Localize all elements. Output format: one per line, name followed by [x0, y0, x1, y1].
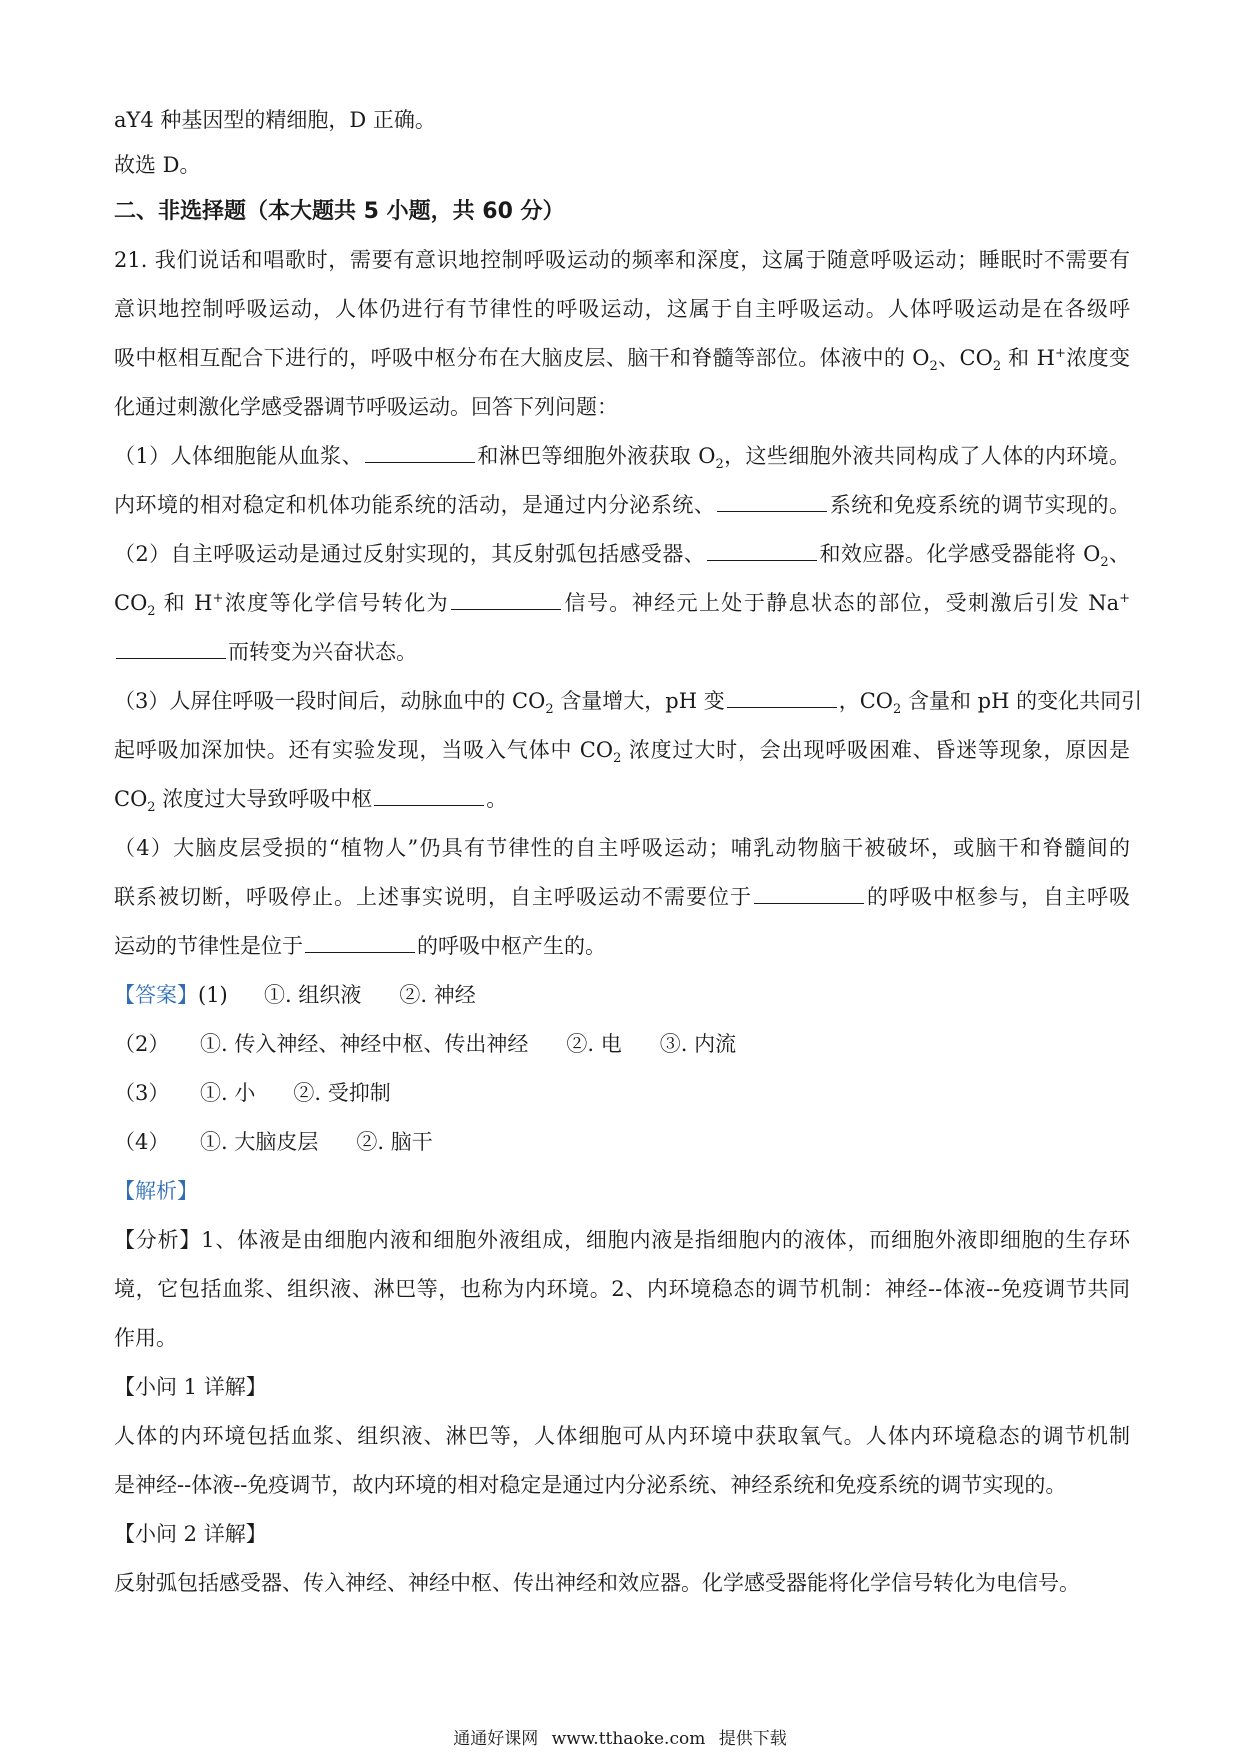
analysis-line: 是神经--体液--免疫调节，故内环境的相对稳定是通过内分泌系统、神经系统和免疫系统的调节实现的。: [114, 1473, 1067, 1497]
subquestion-4-cont: 运动的节律性是位于 的呼吸中枢产生的。: [114, 934, 606, 958]
footer-url[interactable]: www.tthaoke.com: [551, 1729, 706, 1749]
answer-row: [114, 1020, 1130, 1069]
answer-row: [114, 1069, 1130, 1118]
analysis-tag: 【解析】: [114, 1179, 198, 1203]
section-heading: 二、非选择题（本大题共 5 小题，共 60 分）: [114, 199, 565, 224]
page-footer: [0, 1728, 1240, 1750]
answer-blank: [717, 492, 827, 512]
answer-option: ②. 脑干: [356, 1130, 433, 1154]
answer-row: [114, 1118, 1130, 1167]
answer-blank: [727, 688, 837, 708]
footer-note: 提供下载: [718, 1729, 787, 1749]
footer-site-name: 通通好课网: [453, 1729, 539, 1749]
analysis-line: 作用。: [114, 1326, 177, 1350]
subquestion-1-cont: 内环境的相对稳定和机体功能系统的活动，是通过内分泌系统、 系统和免疫系统的调节实现的。: [114, 493, 1131, 517]
subquestion-2-cont: 而转变为兴奋状态。: [114, 628, 1130, 677]
subquestion-2-cont: $CO_2$ 和 H+浓度等化学信号转化为 信号。神经元上处于静息状态的部位，受刺激后引发 Na+: [114, 591, 1131, 620]
analysis-line: 【分析】1、体液是由细胞内液和细胞外液组成，细胞内液是指细胞内的液体，而细胞外液即细胞的生存环: [114, 1228, 1130, 1252]
answer-num: （2）: [114, 1032, 170, 1056]
answer-blank: [451, 590, 561, 610]
question-intro-line: 化通过刺激化学感受器调节呼吸运动。回答下列问题：: [114, 395, 618, 419]
answer-blank: [374, 786, 484, 806]
question-21: [114, 236, 1143, 971]
subquestion-3-cont: 起呼吸加深加快。还有实验发现，当吸入气体中 $CO_2$ 浓度过大时，会出现呼吸困难、昏迷等现象，原因是: [114, 738, 1130, 767]
subquestion-2: （2）自主呼吸运动是通过反射实现的，其反射弧包括感受器、 和效应器。化学感受器能将 $O_2$、: [114, 542, 1131, 571]
question-intro-line: 意识地控制呼吸运动，人体仍进行有节律性的呼吸运动，这属于自主呼吸运动。人体呼吸运动是在各级呼: [114, 297, 1130, 321]
prev-answer-choice: 故选 D。: [114, 153, 201, 177]
answer-blank: [365, 443, 475, 463]
answer-option: ②. 电: [566, 1032, 622, 1056]
answer-option: ②. 神经: [399, 983, 476, 1007]
analysis-line: 境，它包括血浆、组织液、淋巴等，也称为内环境。2、内环境稳态的调节机制：神经--体液--免疫调节共同: [114, 1277, 1130, 1301]
analysis-line: 反射弧包括感受器、传入神经、神经中枢、传出神经和效应器。化学感受器能将化学信号转化为电信号。: [114, 1571, 1080, 1595]
subquestion-1: （1）人体细胞能从血浆、 和淋巴等细胞外液获取 $O_2$，这些细胞外液共同构成了人体的内环境。: [114, 444, 1130, 473]
answer-blank: [305, 933, 415, 953]
prev-answer-line: aY4 种基因型的精细胞，D 正确。: [114, 108, 436, 132]
question-intro-line: 21. 我们说话和唱歌时，需要有意识地控制呼吸运动的频率和深度，这属于随意呼吸运动；睡眠时不需要有: [114, 248, 1130, 272]
analysis-subheading: 【小问 1 详解】: [114, 1375, 267, 1399]
answer-option: ③. 内流: [659, 1032, 737, 1056]
answer-option: ①. 组织液: [264, 983, 362, 1007]
subquestion-4-cont: 联系被切断，呼吸停止。上述事实说明，自主呼吸运动不需要位于 的呼吸中枢参与，自主呼吸: [114, 885, 1130, 909]
answer-blank: [116, 639, 226, 659]
answer-blank: [707, 541, 817, 561]
answer-tag: 【答案】: [114, 983, 198, 1007]
answer-option: ①. 传入神经、神经中枢、传出神经: [200, 1032, 529, 1056]
answer-option: ①. 大脑皮层: [200, 1130, 319, 1154]
answer-option: ①. 小: [200, 1081, 256, 1105]
subquestion-4: （4）大脑皮层受损的“植物人”仍具有节律性的自主呼吸运动；哺乳动物脑干被破坏，或脑干和脊髓间的: [114, 836, 1130, 860]
answer-option: ②. 受抑制: [293, 1081, 391, 1105]
answer-row: [114, 971, 1130, 1020]
analysis-line: 人体的内环境包括血浆、组织液、淋巴等，人体细胞可从内环境中获取氧气。人体内环境稳态的调节机制: [114, 1424, 1130, 1448]
answer-blank: [754, 884, 864, 904]
answer-num: （3）: [114, 1081, 170, 1105]
analysis-section: [114, 1167, 1130, 1608]
subquestion-3: （3）人屏住呼吸一段时间后，动脉血中的 $CO_2$ 含量增大，pH 变 ，$CO_2$ 含量和 pH 的变化共同引: [114, 689, 1143, 718]
answer-num: (1): [198, 983, 228, 1007]
analysis-subheading: 【小问 2 详解】: [114, 1522, 267, 1546]
question-intro-line: 吸中枢相互配合下进行的，呼吸中枢分布在大脑皮层、脑干和脊髓等部位。体液中的 $O_2$、$CO_2$ 和 H+浓度变: [114, 346, 1131, 375]
page-content: [114, 98, 1143, 1608]
answer-section: [114, 971, 1130, 1167]
subquestion-3-cont: $CO_2$ 浓度过大导致呼吸中枢 。: [114, 787, 508, 816]
answer-num: （4）: [114, 1130, 170, 1154]
